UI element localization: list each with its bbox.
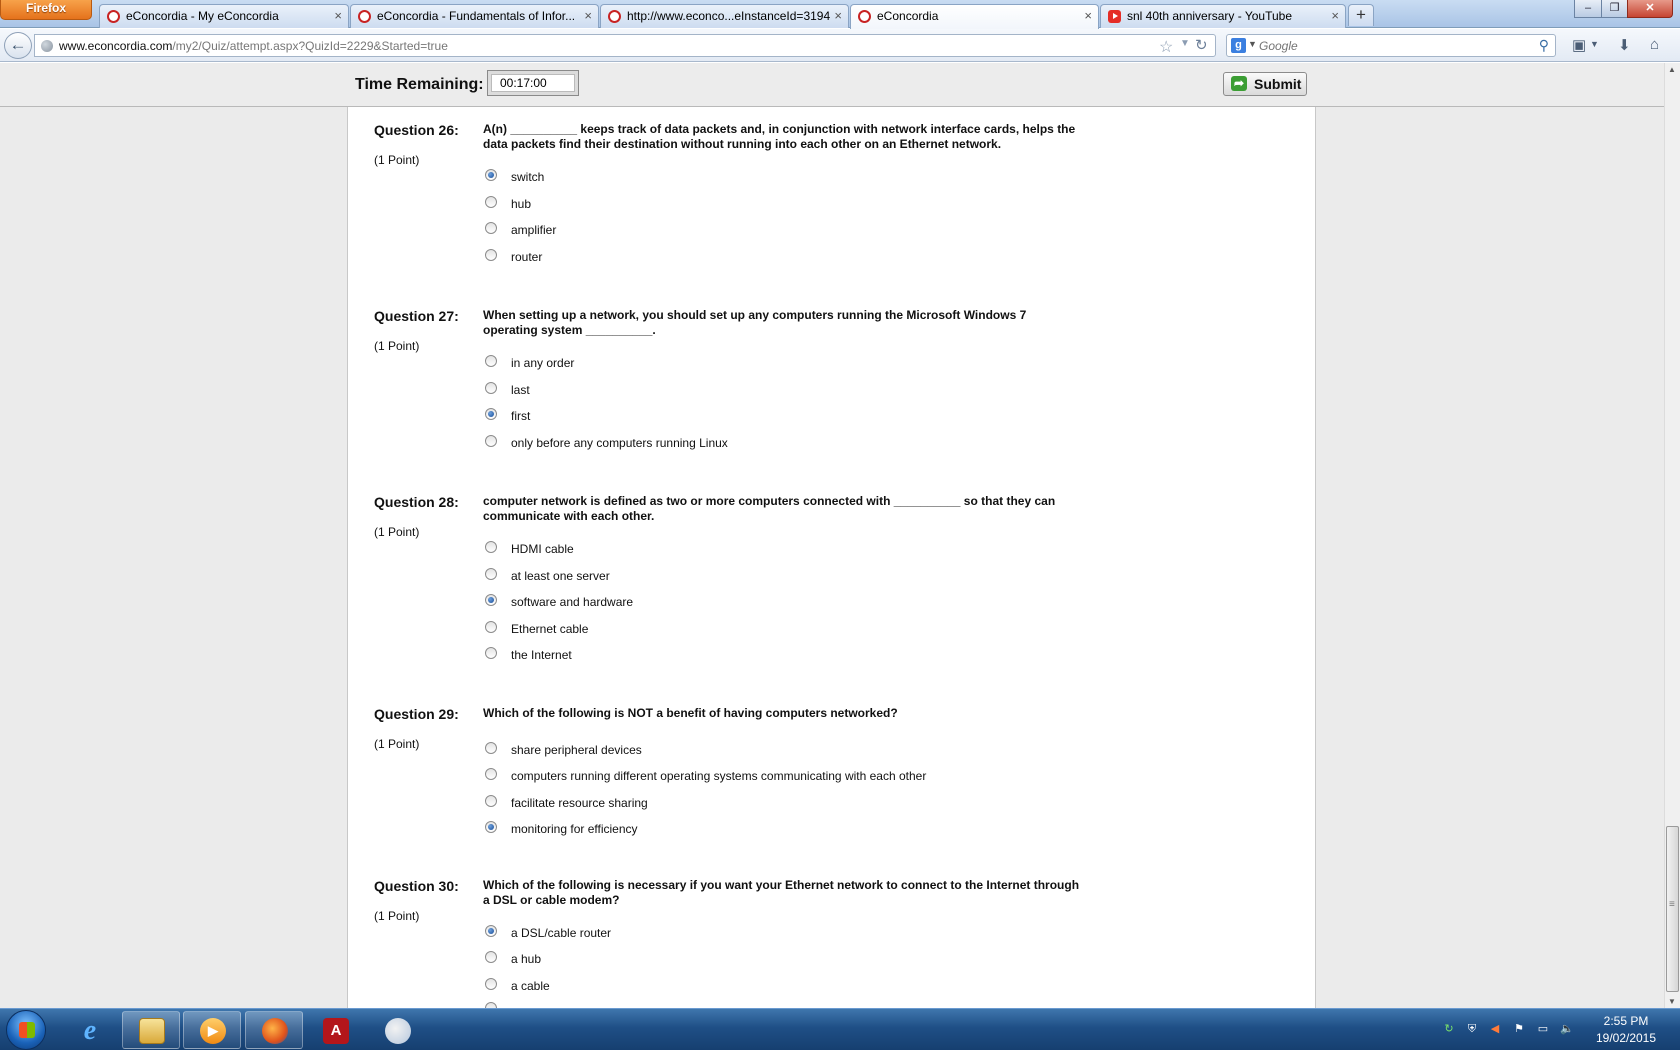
answer-label: a cable [511,979,550,993]
quiz-content-column [347,63,1316,1008]
search-icon[interactable]: ⚲ [1538,37,1549,53]
question-number: Question 28: [374,494,459,510]
submit-button[interactable] [1223,72,1307,96]
maximize-button[interactable]: ❐ [1601,0,1628,18]
answer-label: HDMI cable [511,542,574,556]
radio-button[interactable] [485,742,497,754]
url-text[interactable] [59,39,448,53]
tab-title: eConcordia - Fundamentals of Infor... [377,9,576,23]
tab-close-icon[interactable]: × [584,8,592,23]
answer-label: share peripheral devices [511,743,642,757]
answer-label: at least one server [511,569,610,583]
answer-label: facilitate resource sharing [511,796,648,810]
radio-button[interactable] [485,355,497,367]
tab-title: http://www.econco...eInstanceId=3194 [627,9,831,23]
tab-title: eConcordia - My eConcordia [126,9,279,23]
time-remaining-label: Time Remaining: [355,76,484,93]
tab-youtube[interactable] [1100,4,1346,28]
radio-button-selected[interactable] [485,408,497,420]
sync-tray-icon[interactable]: ↻ [1444,1023,1454,1035]
paint-palette-icon [385,1018,411,1044]
scrollbar-thumb[interactable] [1666,826,1679,992]
answer-label: router [511,250,543,264]
question-number: Question 29: [374,706,459,722]
answer-label: only before any computers running Linux [511,436,728,450]
taskbar-firefox[interactable] [245,1011,303,1049]
question-number: Question 26: [374,122,459,138]
tab-close-icon[interactable]: × [1084,8,1092,23]
question-number: Question 30: [374,878,459,894]
scroll-down-icon[interactable]: ▼ [1668,997,1676,1006]
question-text: When setting up a network, you should set up any computers running the Microsoft Windows 7 operating system __________. [483,308,1027,337]
submit-arrow-icon: ➦ [1231,76,1247,91]
page-viewport [0,63,1680,1008]
url-path: /my2/Quiz/attempt.aspx?QuizId=2229&Started=true [172,39,448,53]
tab-close-icon[interactable]: × [334,8,342,23]
question-points: (1 Point) [374,909,420,923]
radio-button[interactable] [485,951,497,963]
clock-time[interactable]: 2:55 PM [1603,1014,1649,1028]
answer-label: last [511,383,530,397]
question-text: A(n) __________ keeps track of data packets and, in conjunction with network interface cards, helps the data packets find their destination without running into each other on an Ethernet network. [483,122,1076,151]
alert-tray-icon[interactable]: ◀ [1490,1023,1500,1035]
radio-button[interactable] [485,795,497,807]
radio-button[interactable] [485,541,497,553]
econcordia-favicon-icon [608,10,621,23]
question-points: (1 Point) [374,153,420,167]
action-center-tray-icon[interactable]: ⚑ [1514,1023,1524,1035]
home-icon[interactable]: ⌂ [1650,36,1660,53]
econcordia-favicon-icon [107,10,120,23]
shield-tray-icon[interactable]: ⛨ [1467,1023,1477,1035]
bookmarks-menu-icon[interactable]: ▣ [1572,37,1587,54]
time-remaining-display [487,70,579,96]
question-text: Which of the following is NOT a benefit of having computers networked? [483,706,898,720]
answer-label: hub [511,197,532,211]
answer-label: Ethernet cable [511,622,589,636]
internet-explorer-icon: e [83,1015,97,1046]
url-bar[interactable] [34,34,1216,57]
navigation-bar [0,29,1680,62]
radio-button[interactable] [485,382,497,394]
quiz-timer-bar [0,63,1664,107]
reload-icon[interactable]: ↻ [1195,37,1208,54]
bookmarks-dropdown-icon[interactable]: ▼ [1590,39,1599,49]
tab-instance[interactable] [600,4,849,28]
econcordia-favicon-icon [858,10,871,23]
answer-label: monitoring for efficiency [511,822,638,836]
question-points: (1 Point) [374,737,420,751]
radio-button[interactable] [485,768,497,780]
answer-label: a hub [511,952,542,966]
tab-fundamentals[interactable] [350,4,599,28]
answer-label: amplifier [511,223,557,237]
history-dropdown-icon[interactable]: ▼ [1180,38,1190,49]
close-window-button[interactable]: ✕ [1627,0,1673,18]
bookmark-star-icon[interactable]: ☆ [1159,39,1174,56]
back-button[interactable] [4,32,32,59]
url-domain: www.econcordia.com [59,39,173,53]
econcordia-favicon-icon [358,10,371,23]
answer-label: switch [511,170,545,184]
scroll-up-icon[interactable]: ▲ [1668,65,1676,74]
firefox-menu-button[interactable]: Firefox [0,0,92,20]
radio-button[interactable] [485,978,497,990]
answer-label: software and hardware [511,595,634,609]
clock-date[interactable]: 19/02/2015 [1595,1031,1657,1045]
youtube-favicon-icon [1108,10,1121,23]
network-tray-icon[interactable]: ▭ [1537,1023,1549,1035]
question-text: computer network is defined as two or more computers connected with __________ so that they can communicate with each other. [483,494,1056,523]
taskbar-file-explorer[interactable] [122,1011,180,1049]
downloads-icon[interactable]: ⬇ [1618,37,1631,54]
question-number: Question 27: [374,308,459,324]
tab-close-icon[interactable]: × [1331,8,1339,23]
taskbar-media-player[interactable] [183,1011,241,1049]
answer-label: first [511,409,531,423]
tab-my-econcordia[interactable] [99,4,349,28]
tab-close-icon[interactable]: × [834,8,842,23]
back-arrow-icon: ← [9,35,27,54]
folder-icon [139,1018,165,1044]
windows-taskbar [0,1008,1680,1050]
media-player-icon: ▶ [200,1018,226,1044]
radio-button[interactable] [485,196,497,208]
radio-button-selected[interactable] [485,925,497,937]
tab-title: snl 40th anniversary - YouTube [1127,9,1292,23]
radio-button[interactable] [485,222,497,234]
adobe-reader-icon: A [323,1018,349,1044]
volume-tray-icon[interactable]: 🔈 [1560,1023,1574,1035]
radio-button-selected[interactable] [485,594,497,606]
answer-label: computers running different operating systems communicating with each other [511,769,927,783]
start-button[interactable] [6,1010,46,1050]
time-remaining-value: 00:17:00 [491,74,575,92]
answer-label: in any order [511,356,575,370]
answer-label: the Internet [511,648,572,662]
taskbar-internet-explorer[interactable] [60,1011,118,1049]
search-engine-dropdown-icon[interactable]: ▼ [1248,39,1257,49]
tab-title: eConcordia [877,9,939,23]
radio-button-selected[interactable] [485,169,497,181]
tab-econcordia-active[interactable] [850,4,1099,29]
taskbar-paint[interactable] [368,1011,426,1049]
radio-button[interactable] [485,621,497,633]
question-points: (1 Point) [374,339,420,353]
submit-label: Submit [1254,76,1302,92]
radio-button[interactable] [485,647,497,659]
search-bar[interactable] [1226,34,1556,57]
radio-button-selected[interactable] [485,821,497,833]
question-points: (1 Point) [374,525,420,539]
search-input[interactable] [1259,37,1519,54]
new-tab-button[interactable]: + [1348,4,1374,26]
radio-button[interactable] [485,249,497,261]
firefox-icon [262,1018,288,1044]
minimize-button[interactable]: – [1574,0,1602,18]
radio-button[interactable] [485,568,497,580]
tab-bar [0,0,1680,28]
question-text: Which of the following is necessary if you want your Ethernet network to connect to the Internet through a DSL or cable modem? [483,878,1080,907]
answer-label: a DSL/cable router [511,926,612,940]
globe-icon [41,40,53,52]
radio-button[interactable] [485,435,497,447]
taskbar-adobe-reader[interactable] [306,1011,364,1049]
google-search-engine-icon[interactable]: g [1231,38,1246,53]
vertical-scrollbar[interactable] [1664,63,1680,1008]
